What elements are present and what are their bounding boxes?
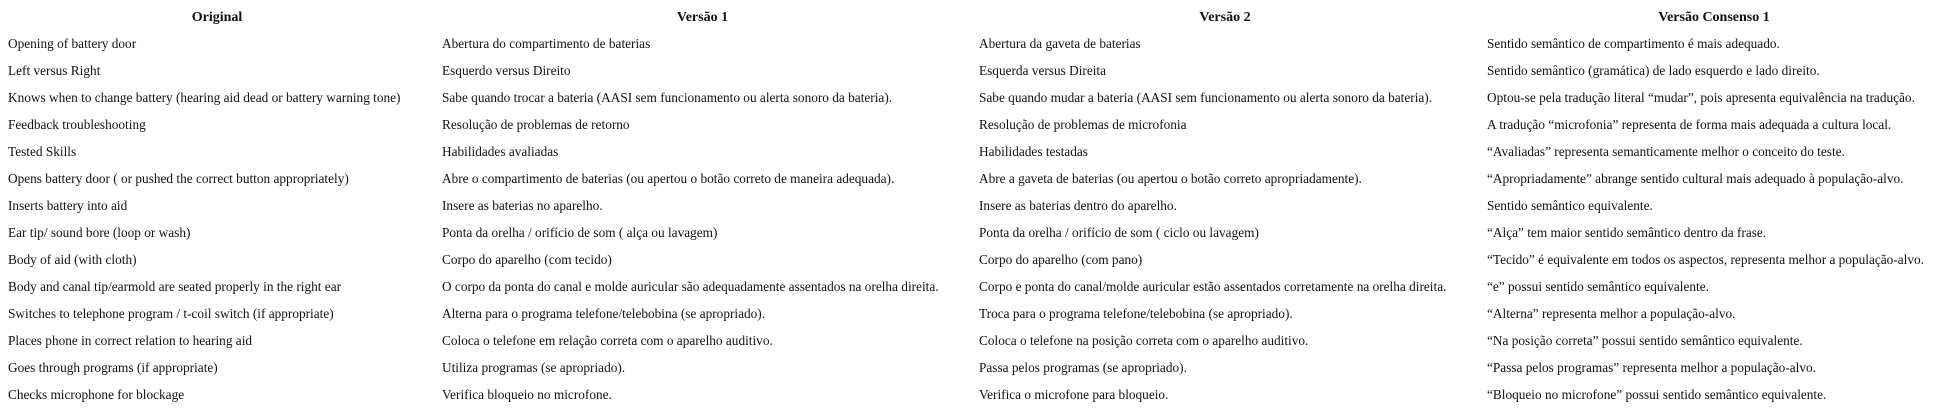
original-cell: Body and canal tip/earmold are seated properly in the right ear	[8, 278, 342, 294]
original-cell: Feedback troubleshooting	[8, 116, 146, 132]
version-2-cell: Troca para o programa telefone/telebobina (se apropriado).	[979, 305, 1293, 321]
original-cell: Inserts battery into aid	[8, 197, 128, 213]
original-cell: Opening of battery door	[8, 35, 137, 51]
original-cell: Knows when to change battery (hearing aid dead or battery warning tone)	[8, 89, 401, 105]
original-cell: Checks microphone for blockage	[8, 386, 185, 402]
version-1-cell: Corpo do aparelho (com tecido)	[442, 251, 612, 267]
table-row	[0, 192, 1949, 219]
consensus-cell: “Avaliadas” representa semanticamente melhor o conceito do teste.	[1487, 143, 1845, 159]
table-row	[0, 30, 1949, 57]
version-2-cell: Corpo do aparelho (com pano)	[979, 251, 1143, 267]
version-1-cell: Alterna para o programa telefone/telebobina (se apropriado).	[442, 305, 766, 321]
version-1-cell: Sabe quando trocar a bateria (AASI sem funcionamento ou alerta sonoro da bateria).	[442, 89, 893, 105]
consensus-cell: “Alterna” representa melhor a população-alvo.	[1487, 305, 1736, 321]
consensus-cell: “Apropriadamente” abrange sentido cultural mais adequado à população-alvo.	[1487, 170, 1904, 186]
version-1-cell: Utiliza programas (se apropriado).	[442, 359, 626, 375]
consensus-cell: “Alça” tem maior sentido semântico dentro da frase.	[1487, 224, 1767, 240]
version-1-cell: Verifica bloqueio no microfone.	[442, 386, 612, 402]
original-cell: Places phone in correct relation to hearing aid	[8, 332, 253, 348]
original-cell: Left versus Right	[8, 62, 101, 78]
version-1-cell: Coloca o telefone em relação correta com o aparelho auditivo.	[442, 332, 773, 348]
original-cell: Goes through programs (if appropriate)	[8, 359, 218, 375]
original-cell: Body of aid (with cloth)	[8, 251, 137, 267]
version-2-cell: Abre a gaveta de baterias (ou apertou o botão correto apropriadamente).	[979, 170, 1362, 186]
translation-table	[0, 6, 1949, 408]
version-2-cell: Esquerda versus Direita	[979, 62, 1107, 78]
consensus-cell: “e” possui sentido semântico equivalente.	[1487, 278, 1709, 294]
header-consensus-version: Versão Consenso 1	[1658, 10, 1770, 25]
version-2-cell: Passa pelos programas (se apropriado).	[979, 359, 1187, 375]
table-row	[0, 354, 1949, 381]
version-2-cell: Verifica o microfone para bloqueio.	[979, 386, 1169, 402]
version-2-cell: Ponta da orelha / orifício de som ( ciclo ou lavagem)	[979, 224, 1259, 240]
consensus-cell: Sentido semântico (gramática) de lado esquerdo e lado direito.	[1487, 62, 1820, 78]
version-2-cell: Insere as baterias dentro do aparelho.	[979, 197, 1177, 213]
consensus-cell: Sentido semântico de compartimento é mais adequado.	[1487, 35, 1780, 51]
version-1-cell: Resolução de problemas de retorno	[442, 116, 630, 132]
version-2-cell: Resolução de problemas de microfonia	[979, 116, 1187, 132]
consensus-cell: “Passa pelos programas” representa melhor a população-alvo.	[1487, 359, 1816, 375]
original-cell: Opens battery door ( or pushed the correct button appropriately)	[8, 170, 349, 186]
version-1-cell: Insere as baterias no aparelho.	[442, 197, 603, 213]
consensus-cell: Sentido semântico equivalente.	[1487, 197, 1653, 213]
header-original: Original	[191, 10, 243, 25]
table-body	[0, 30, 1949, 408]
table-row	[0, 300, 1949, 327]
table-row	[0, 219, 1949, 246]
original-cell: Switches to telephone program / t-coil switch (if appropriate)	[8, 305, 334, 321]
consensus-cell: “Tecido” é equivalente em todos os aspectos, representa melhor a população-alvo.	[1487, 251, 1924, 267]
consensus-cell: “Na posição correta” possui sentido semântico equivalente.	[1487, 332, 1803, 348]
version-1-cell: Ponta da orelha / orifício de som ( alça ou lavagem)	[442, 224, 718, 240]
original-cell: Tested Skills	[8, 143, 77, 159]
table-row	[0, 273, 1949, 300]
header-row	[0, 6, 1949, 30]
table-row	[0, 57, 1949, 84]
version-1-cell: Abertura do compartimento de baterias	[442, 35, 651, 51]
consensus-cell: “Bloqueio no microfone” possui sentido semântico equivalente.	[1487, 386, 1827, 402]
version-2-cell: Abertura da gaveta de baterias	[979, 35, 1141, 51]
version-1-cell: O corpo da ponta do canal e molde auricular são adequadamente assentados na orelha direita.	[442, 278, 939, 294]
consensus-cell: Optou-se pela tradução literal “mudar”, pois apresenta equivalência na tradução.	[1487, 89, 1915, 105]
version-2-cell: Corpo e ponta do canal/molde auricular estão assentados corretamente na orelha direita.	[979, 278, 1447, 294]
consensus-cell: A tradução “microfonia” representa de forma mais adequada a cultura local.	[1487, 116, 1892, 132]
version-1-cell: Habilidades avaliadas	[442, 143, 559, 159]
table-row	[0, 165, 1949, 192]
version-2-cell: Habilidades testadas	[979, 143, 1088, 159]
table-row	[0, 138, 1949, 165]
header-version-2: Versão 2	[1199, 10, 1251, 25]
header-version-1: Versão 1	[676, 10, 729, 25]
table-row	[0, 111, 1949, 138]
original-cell: Ear tip/ sound bore (loop or wash)	[8, 224, 191, 240]
version-2-cell: Coloca o telefone na posição correta com o aparelho auditivo.	[979, 332, 1309, 348]
table-row	[0, 246, 1949, 273]
table-row	[0, 381, 1949, 408]
table-row	[0, 327, 1949, 354]
version-2-cell: Sabe quando mudar a bateria (AASI sem funcionamento ou alerta sonoro da bateria).	[979, 89, 1433, 105]
version-1-cell: Abre o compartimento de baterias (ou apertou o botão correto de maneira adequada).	[442, 170, 895, 186]
version-1-cell: Esquerdo versus Direito	[442, 62, 571, 78]
table-row	[0, 84, 1949, 111]
